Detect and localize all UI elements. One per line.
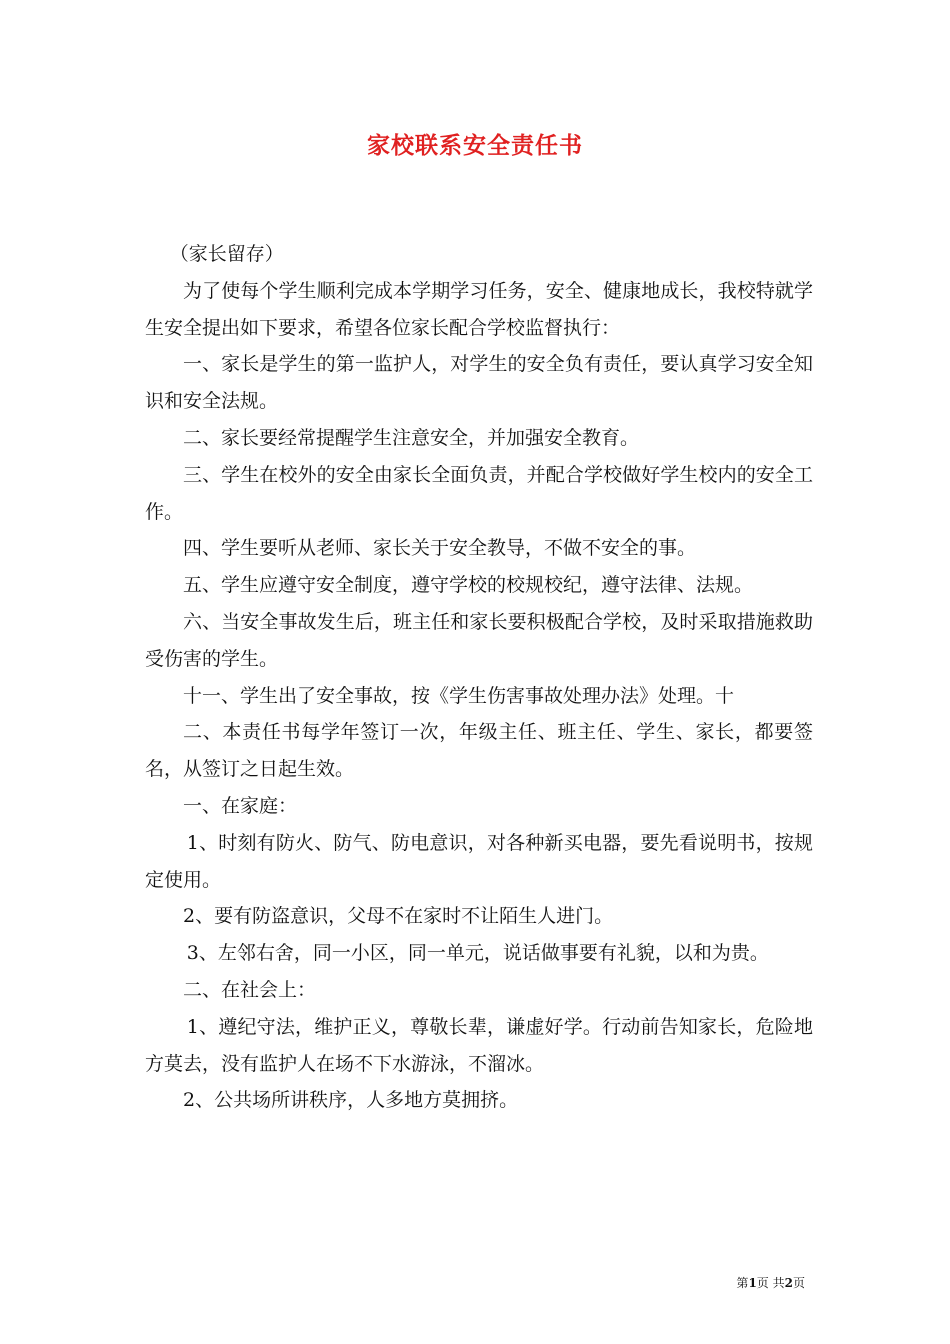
paragraph-parent-copy-note: （家长留存） [169, 243, 284, 265]
paragraph-rule-6: 六、当安全事故发生后，班主任和家长要积极配合学校，及时采取措施救助受伤害的学生。 [145, 610, 813, 670]
document-title: 家校联系安全责任书 [367, 132, 583, 159]
footer-middle: 页 共 [756, 1276, 785, 1290]
section-heading-society: 二、在社会上： [183, 978, 317, 1001]
paragraph-rule-11: 十一、学生出了安全事故，按《学生伤害事故处理办法》处理。十 [183, 684, 735, 707]
paragraph-rule-4: 四、学生要听从老师、家长关于安全教导，不做不安全的事。 [183, 537, 697, 560]
paragraph-intro: 为了使每个学生顺利完成本学期学习任务，安全、健康地成长，我校特就学生安全提出如下要求，希望各位家长配合学校监督执行： [145, 279, 813, 339]
paragraph-home-2: 2、要有防盗意识，父母不在家时不让陌生人进门。 [183, 905, 614, 928]
footer-current-page: 1 [748, 1276, 757, 1290]
paragraph-rule-2: 二、家长要经常提醒学生注意安全，并加强安全教育。 [183, 426, 640, 449]
footer-prefix: 第 [736, 1276, 749, 1290]
section-heading-home: 一、在家庭： [183, 794, 298, 817]
paragraph-rule-5: 五、学生应遵守安全制度，遵守学校的校规校纪，遵守法律、法规。 [183, 574, 754, 597]
paragraph-rule-3: 三、学生在校外的安全由家长全面负责，并配合学校做好学生校内的安全工作。 [145, 463, 813, 523]
paragraph-home-3: 3、左邻右舍，同一小区，同一单元，说话做事要有礼貌，以和为贵。 [186, 942, 769, 965]
paragraph-home-1: 1、时刻有防火、防气、防电意识，对各种新买电器，要先看说明书，按规定使用。 [145, 831, 813, 891]
paragraph-rule-1: 一、家长是学生的第一监护人，对学生的安全负有责任，要认真学习安全知识和安全法规。 [145, 353, 813, 413]
document-body [145, 236, 813, 1119]
paragraph-rule-12: 二、本责任书每学年签订一次，年级主任、班主任、学生、家长，都要签名，从签订之日起生效。 [145, 721, 813, 781]
paragraph-society-1: 1、遵纪守法，维护正义，尊敬长辈，谦虚好学。行动前告知家长，危险地方莫去，没有监护人在场不下水游泳，不溜冰。 [145, 1015, 813, 1075]
footer-total-pages: 2 [784, 1276, 793, 1290]
paragraph-society-2: 2、公共场所讲秩序，人多地方莫拥挤。 [183, 1089, 519, 1112]
page-footer [0, 1274, 805, 1292]
footer-suffix: 页 [792, 1276, 805, 1290]
